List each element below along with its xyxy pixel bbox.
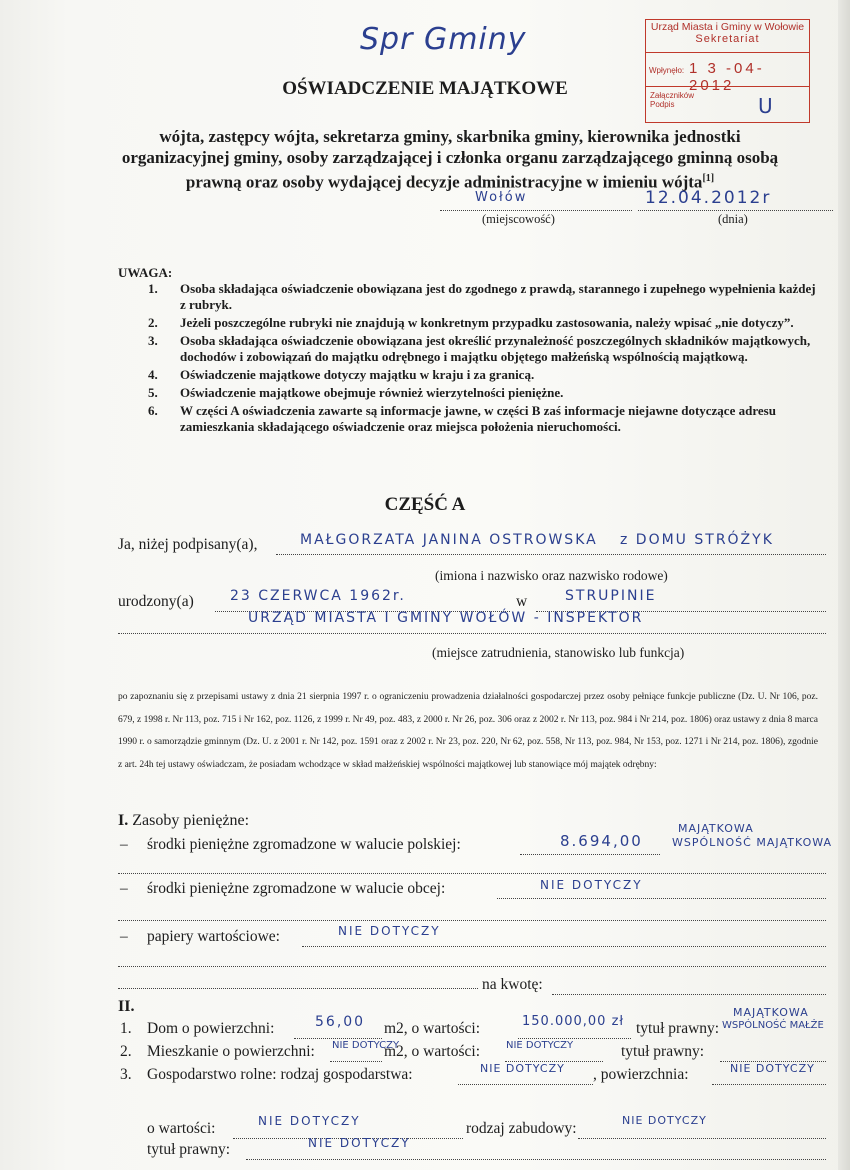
- stamp-signature-mark: U: [758, 94, 775, 118]
- intro-footnote: [1]: [702, 173, 715, 184]
- farm-area: NIE DOTYCZY: [730, 1062, 815, 1075]
- section1-heading: I. Zasoby pieniężne:: [118, 812, 250, 829]
- farm-build-label: rodzaj zabudowy:: [466, 1120, 577, 1137]
- stamp-office: Urząd Miasta i Gminy w Wołowie: [650, 21, 805, 33]
- house-unit: m2, o wartości:: [384, 1020, 480, 1037]
- amount-leader: [118, 974, 478, 989]
- house-title-label: tytuł prawny:: [636, 1020, 720, 1037]
- place-value: Wołów: [475, 190, 528, 205]
- amount-field: [552, 980, 826, 995]
- document-title: OŚWIADCZENIE MAJĄTKOWE: [282, 78, 568, 99]
- document-intro: [105, 126, 795, 193]
- house-number: 1.: [120, 1020, 132, 1037]
- uwaga-item: 4. Oświadczenie majątkowe dotyczy majątku w kraju i za granicą.: [148, 367, 535, 382]
- uwaga-item: 1. Osoba składająca oświadczenie obowiązana jest do zgodnego z prawdą, starannego i zupełnego wypełnienia każdej z rubryk.: [148, 281, 816, 312]
- declarant-name-label: (imiona i nazwisko oraz nazwisko rodowe): [435, 568, 668, 583]
- registry-stamp: [645, 19, 810, 123]
- pln-note-2: WSPÓLNOŚĆ MAJĄTKOWA: [672, 836, 833, 849]
- section2-heading: II.: [118, 998, 135, 1015]
- pln-continuation-line: [118, 859, 826, 874]
- declarant-prefix: Ja, niżej podpisany(a),: [118, 536, 258, 553]
- uwaga-item: 2. Jeżeli poszczególne rubryki nie znajdują w konkretnym przypadku zastosowania, należy wpisać „nie dotyczy”.: [148, 315, 794, 330]
- born-in: w: [516, 593, 528, 610]
- fx-value: NIE DOTYCZY: [540, 878, 643, 892]
- flat-unit: m2, o wartości:: [384, 1043, 480, 1060]
- pln-note-1: MAJĄTKOWA: [678, 822, 754, 835]
- date-value: 12.04.2012r: [645, 188, 772, 208]
- farm-type: NIE DOTYCZY: [480, 1062, 565, 1075]
- fx-dash: –: [120, 880, 128, 897]
- born-prefix: urodzony(a): [118, 593, 194, 610]
- stamp-attachments-label: Załączników: [650, 91, 695, 100]
- fx-label: środki pieniężne zgromadzone w walucie obcej:: [147, 880, 446, 897]
- house-value: 150.000,00 zł: [522, 1014, 625, 1029]
- farm-label: Gospodarstwo rolne: rodzaj gospodarstwa:: [147, 1066, 413, 1083]
- place-label: (miejscowość): [482, 212, 555, 226]
- uwaga-item: 3. Osoba składająca oświadczenie obowiązana jest określić przynależność poszczególnych składników majątkowych, dochodów i zobowiązań do majątku odrębnego i majątku objętego małżeńską wspólnością majątkową.: [148, 333, 811, 364]
- page-edge: [838, 0, 850, 1170]
- stamp-signature-label: Podpis: [650, 100, 675, 109]
- declarant-name: MAŁGORZATA JANINA OSTROWSKA: [300, 532, 598, 548]
- securities-value: NIE DOTYCZY: [338, 924, 441, 938]
- farm-area-label: , powierzchnia:: [593, 1066, 689, 1083]
- securities-label: papiery wartościowe:: [147, 928, 280, 945]
- flat-title-field: [720, 1047, 826, 1062]
- uwaga-item: 6. W części A oświadczenia zawarte są informacje jawne, w części B zaś informacje niejawne dotyczące adresu zamieszkania składającego oświadczenie oraz miejsca położenia nieruchomości.: [148, 403, 776, 434]
- stamp-received-label: Wpłynęło:: [649, 66, 685, 75]
- employer-label: (miejsce zatrudnienia, stanowisko lub funkcja): [432, 645, 685, 660]
- house-title-2: WSPÓLNOŚĆ MAŁŻE: [722, 1020, 824, 1031]
- fx-continuation-line: [118, 906, 826, 921]
- part-a-heading: CZĘŚĆ A: [384, 494, 466, 515]
- stamp-department: Sekretariat: [695, 33, 760, 45]
- securities-continuation-line: [118, 952, 826, 967]
- flat-area: NIE DOTYCZY: [332, 1040, 400, 1051]
- legal-text: po zapoznaniu się z przepisami ustawy z dnia 21 sierpnia 1997 r. o ograniczeniu prowadzenia działalności gospodarczej przez osoby pełniące funkcje publiczne (Dz. U. Nr 106, poz. 679, z 1998 r. Nr 113, poz. 715 i Nr 162, poz. 1126, z 1999 r. Nr 49, poz. 483, z 2000 r. Nr 26, poz. 306 oraz z 2002 r. Nr 113, poz. 984 i Nr 214, poz. 1806) oraz ustawy z dnia 8 marca 1990 r. o samorządzie gminnym (Dz. U. z 2001 r. Nr 142, poz. 1591 oraz z 2002 r. Nr 23, poz. 220, Nr 62, poz. 558, Nr 113, poz. 984, Nr 153, poz. 1271 i Nr 214, poz. 1806), zgodnie z art. 24h tej ustawy oświadczam, że posiadam wchodzące w skład małżeńskiej wspólności majątkowej lub stanowiące mój majątek odrębny:: [118, 692, 818, 770]
- flat-title-label: tytuł prawny:: [621, 1043, 705, 1060]
- pln-dash: –: [120, 836, 128, 853]
- farm-title: NIE DOTYCZY: [308, 1136, 411, 1150]
- amount-label: na kwotę:: [482, 976, 543, 993]
- uwaga-list: [148, 281, 823, 437]
- pln-value: 8.694,00: [560, 832, 643, 850]
- flat-number: 2.: [120, 1043, 132, 1060]
- header-handwriting: Spr Gminy: [360, 22, 527, 57]
- uwaga-item: 5. Oświadczenie majątkowe obejmuje również wierzytelności pieniężne.: [148, 385, 564, 400]
- declarant-maiden-name: z DOMU STRÓŻYK: [620, 532, 774, 548]
- flat-value: NIE DOTYCZY: [506, 1040, 574, 1051]
- born-date: 23 CZERWCA 1962r.: [230, 588, 406, 604]
- securities-dash: –: [120, 928, 128, 945]
- farm-value-label: o wartości:: [147, 1120, 216, 1137]
- place-field: [440, 196, 632, 211]
- stamp-received-date: 1 3 -04- 2012: [689, 60, 765, 94]
- date-label: (dnia): [718, 212, 748, 226]
- farm-title-label: tytuł prawny:: [147, 1141, 231, 1158]
- house-title-1: MAJĄTKOWA: [733, 1006, 809, 1019]
- intro-text: wójta, zastępcy wójta, sekretarza gminy, skarbnika gminy, kierownika jednostki organizacyjnej gminy, osoby zarządzającej i członka organu zarządzającego gminną osobą prawną oraz osoby wydającej decyzje administracyjne w imieniu wójta: [121, 127, 779, 192]
- farm-build: NIE DOTYCZY: [622, 1114, 707, 1127]
- farm-number: 3.: [120, 1066, 132, 1083]
- house-area: 56,00: [315, 1014, 366, 1030]
- uwaga-heading: UWAGA:: [118, 265, 173, 280]
- flat-label: Mieszkanie o powierzchni:: [147, 1043, 315, 1060]
- employer: URZĄD MIASTA I GMINY WOŁÓW - INSPEKTOR: [248, 610, 644, 626]
- pln-label: środki pieniężne zgromadzone w walucie polskiej:: [147, 836, 461, 853]
- farm-value: NIE DOTYCZY: [258, 1114, 361, 1128]
- house-label: Dom o powierzchni:: [147, 1020, 275, 1037]
- born-place: STRUPINIE: [565, 588, 657, 604]
